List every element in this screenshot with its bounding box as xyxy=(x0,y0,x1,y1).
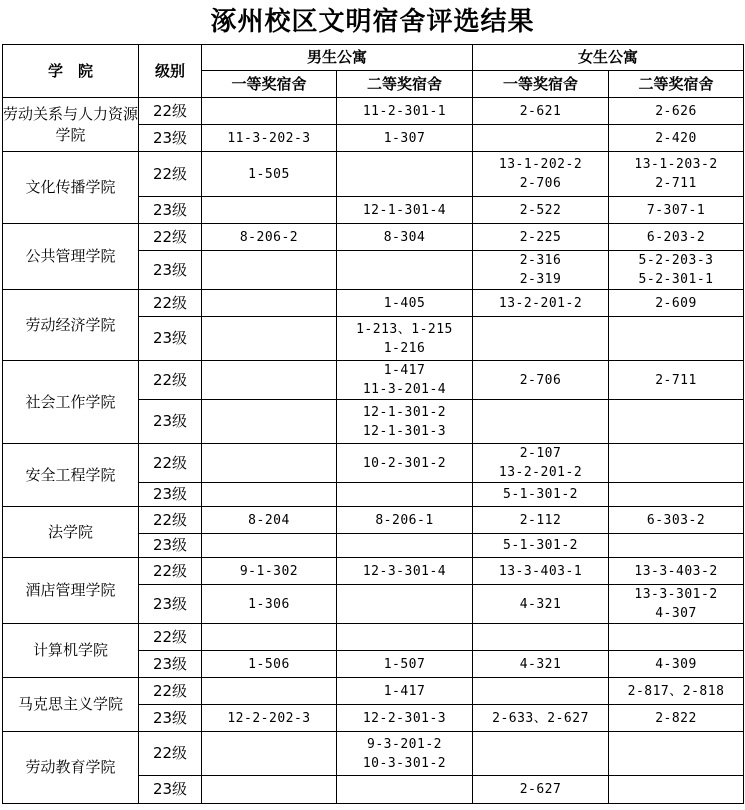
grade-cell: 22级 xyxy=(139,224,202,251)
male-first-prize-cell xyxy=(202,534,337,558)
male-second-prize-cell xyxy=(337,361,473,400)
dorm-number: 2-316 xyxy=(519,253,562,268)
page-title: 涿州校区文明宿舍评选结果 xyxy=(210,7,535,37)
college-name: 酒店管理学院 xyxy=(3,558,139,624)
female-second-prize-cell xyxy=(609,776,744,804)
male-second-prize-cell xyxy=(337,776,473,804)
dorm-number: 1-417 xyxy=(383,683,426,699)
female-first-prize-cell xyxy=(473,290,609,317)
female-first-prize-cell xyxy=(473,361,609,400)
college-name: 劳动教育学院 xyxy=(3,732,139,804)
female-second-prize-cell xyxy=(609,651,744,678)
dorm-number: 2-711 xyxy=(655,176,697,191)
dorm-number: 12-1-301-4 xyxy=(362,202,447,218)
college-name: 法学院 xyxy=(3,507,139,558)
male-second-prize-cell xyxy=(337,98,473,125)
dorm-number: 4-321 xyxy=(519,596,562,612)
dorm-number: 1-307 xyxy=(383,130,426,146)
male-first-prize-cell xyxy=(202,732,337,776)
dorm-number: 5-1-301-2 xyxy=(503,538,578,553)
college-name: 马克思主义学院 xyxy=(3,678,139,732)
dorm-number: 2-420 xyxy=(655,130,697,146)
dorm-number: 13-3-403-2 xyxy=(634,563,718,579)
female-second-prize-cell xyxy=(609,444,744,483)
male-second-prize-cell xyxy=(337,317,473,361)
female-second-prize-cell xyxy=(609,483,744,507)
dorm-number: 5-2-301-1 xyxy=(638,272,714,287)
grade-cell: 22级 xyxy=(139,678,202,705)
male-second-prize-cell xyxy=(337,197,473,224)
grade-cell: 22级 xyxy=(139,98,202,125)
dorm-number: 7-307-1 xyxy=(646,202,706,218)
female-second-prize-cell xyxy=(609,98,744,125)
dorm-number: 12-2-301-3 xyxy=(362,710,447,726)
dorm-number: 13-2-201-2 xyxy=(498,295,583,311)
grade-cell: 23级 xyxy=(139,400,202,444)
female-first-prize-cell xyxy=(473,483,609,507)
dorm-number: 2-626 xyxy=(655,103,697,119)
dorm-number: 8-206-2 xyxy=(239,229,299,245)
male-first-prize-cell xyxy=(202,361,337,400)
female-second-prize-cell xyxy=(609,251,744,290)
table-row xyxy=(3,624,744,651)
male-first-prize-cell xyxy=(202,507,337,534)
dorm-number: 8-204 xyxy=(248,512,290,528)
dorm-number: 12-2-202-3 xyxy=(227,710,311,726)
dorm-number: 2-107 xyxy=(519,446,562,461)
female-second-prize-cell xyxy=(609,705,744,732)
college-name: 计算机学院 xyxy=(3,624,139,678)
female-first-prize-cell xyxy=(473,224,609,251)
college-name: 劳动关系与人力资源学院 xyxy=(3,98,139,152)
college-name: 安全工程学院 xyxy=(3,444,139,507)
college-name: 劳动经济学院 xyxy=(3,290,139,361)
female-second-prize-cell xyxy=(609,125,744,152)
female-first-prize-cell xyxy=(473,152,609,197)
table-row xyxy=(3,98,744,125)
dorm-number: 2-817、2-818 xyxy=(627,683,725,699)
male-second-prize-cell xyxy=(337,624,473,651)
results-body xyxy=(3,98,744,804)
female-second-prize-cell xyxy=(609,224,744,251)
male-second-prize-header: 二等奖宿舍 xyxy=(337,71,473,98)
male-first-prize-cell xyxy=(202,197,337,224)
dorm-number: 2-112 xyxy=(519,512,562,528)
college-name: 公共管理学院 xyxy=(3,224,139,290)
male-first-prize-cell xyxy=(202,705,337,732)
dorm-number: 5-2-203-3 xyxy=(638,253,714,268)
dorm-number: 2-627 xyxy=(519,782,562,797)
grade-cell: 22级 xyxy=(139,290,202,317)
dorm-number: 5-1-301-2 xyxy=(503,487,578,502)
male-first-prize-cell xyxy=(202,400,337,444)
male-second-prize-cell xyxy=(337,483,473,507)
grade-cell: 23级 xyxy=(139,197,202,224)
grade-cell: 23级 xyxy=(139,585,202,624)
male-second-prize-cell xyxy=(337,507,473,534)
grade-cell: 22级 xyxy=(139,558,202,585)
female-second-prize-cell xyxy=(609,317,744,361)
dorm-number: 11-2-301-1 xyxy=(362,103,447,119)
dorm-number: 2-706 xyxy=(519,372,562,388)
dorm-number: 1-507 xyxy=(383,656,426,672)
female-second-prize-cell xyxy=(609,152,744,197)
dorm-number: 10-2-301-2 xyxy=(362,455,447,471)
female-second-prize-cell xyxy=(609,507,744,534)
dorm-number: 2-609 xyxy=(655,295,697,311)
table-row xyxy=(3,152,744,197)
female-first-prize-cell xyxy=(473,197,609,224)
female-second-prize-cell xyxy=(609,197,744,224)
dorm-number: 8-206-1 xyxy=(375,512,434,528)
male-first-prize-cell xyxy=(202,444,337,483)
dorm-number: 10-3-301-2 xyxy=(362,755,447,771)
male-second-prize-cell xyxy=(337,732,473,776)
male-second-prize-cell xyxy=(337,678,473,705)
dorm-number: 12-3-301-4 xyxy=(362,563,447,579)
table-row xyxy=(3,732,744,776)
dorm-number: 1-505 xyxy=(248,166,290,182)
dorm-number: 2-522 xyxy=(519,202,562,218)
male-first-prize-cell xyxy=(202,224,337,251)
dorm-number: 1-216 xyxy=(383,340,426,356)
female-first-prize-cell xyxy=(473,317,609,361)
female-second-prize-cell xyxy=(609,361,744,400)
dorm-number: 13-2-201-2 xyxy=(498,465,583,480)
grade-cell: 22级 xyxy=(139,361,202,400)
female-first-prize-cell xyxy=(473,507,609,534)
dorm-number: 2-706 xyxy=(519,176,562,191)
results-table xyxy=(2,44,744,804)
female-first-prize-cell xyxy=(473,585,609,624)
female-first-prize-cell xyxy=(473,534,609,558)
male-first-prize-cell xyxy=(202,558,337,585)
grade-cell: 22级 xyxy=(139,624,202,651)
dorm-number: 9-1-302 xyxy=(239,563,299,579)
table-row xyxy=(3,678,744,705)
female-second-prize-cell xyxy=(609,678,744,705)
female-first-prize-cell xyxy=(473,125,609,152)
dorm-number: 4-321 xyxy=(519,656,562,672)
dorm-number: 9-3-201-2 xyxy=(367,736,442,752)
grade-header: 级别 xyxy=(139,45,202,98)
table-row xyxy=(3,507,744,534)
grade-cell: 23级 xyxy=(139,534,202,558)
female-second-prize-cell xyxy=(609,534,744,558)
male-first-prize-cell xyxy=(202,483,337,507)
table-row xyxy=(3,361,744,400)
male-first-prize-cell xyxy=(202,624,337,651)
dorm-number: 1-506 xyxy=(248,656,290,672)
female-first-prize-cell xyxy=(473,732,609,776)
female-first-prize-cell xyxy=(473,444,609,483)
female-second-prize-header: 二等奖宿舍 xyxy=(609,71,744,98)
male-first-prize-cell xyxy=(202,125,337,152)
dorm-number: 13-1-203-2 xyxy=(634,157,718,172)
dorm-number: 2-319 xyxy=(519,272,562,287)
male-first-prize-cell xyxy=(202,290,337,317)
male-first-prize-cell xyxy=(202,251,337,290)
dorm-number: 2-822 xyxy=(655,710,697,726)
female-first-prize-header: 一等奖宿舍 xyxy=(473,71,609,98)
female-second-prize-cell xyxy=(609,585,744,624)
college-name: 文化传播学院 xyxy=(3,152,139,224)
male-second-prize-cell xyxy=(337,444,473,483)
table-row xyxy=(3,558,744,585)
dorm-number: 2-621 xyxy=(519,103,562,119)
male-second-prize-cell xyxy=(337,705,473,732)
dorm-number: 1-405 xyxy=(383,295,426,311)
grade-cell: 22级 xyxy=(139,732,202,776)
table-row xyxy=(3,444,744,483)
male-second-prize-cell xyxy=(337,290,473,317)
dorm-number: 2-225 xyxy=(519,229,562,245)
female-first-prize-cell xyxy=(473,624,609,651)
male-second-prize-cell xyxy=(337,125,473,152)
male-first-prize-cell xyxy=(202,678,337,705)
table-row xyxy=(3,290,744,317)
female-second-prize-cell xyxy=(609,290,744,317)
female-second-prize-cell xyxy=(609,558,744,585)
college-name: 社会工作学院 xyxy=(3,361,139,444)
table-row xyxy=(3,224,744,251)
male-first-prize-cell xyxy=(202,651,337,678)
female-second-prize-cell xyxy=(609,732,744,776)
male-second-prize-cell xyxy=(337,152,473,197)
grade-cell: 22级 xyxy=(139,152,202,197)
female-second-prize-cell xyxy=(609,624,744,651)
dorm-number: 6-303-2 xyxy=(646,512,706,528)
dorm-number: 1-213、1-215 xyxy=(356,321,453,337)
dorm-number: 8-304 xyxy=(383,229,426,245)
grade-cell: 23级 xyxy=(139,776,202,804)
male-first-prize-header: 一等奖宿舍 xyxy=(202,71,337,98)
dorm-number: 2-711 xyxy=(655,372,697,388)
grade-cell: 23级 xyxy=(139,483,202,507)
female-first-prize-cell xyxy=(473,678,609,705)
grade-cell: 23级 xyxy=(139,251,202,290)
dorm-number: 11-3-201-4 xyxy=(362,382,447,397)
male-second-prize-cell xyxy=(337,585,473,624)
college-header: 学 院 xyxy=(3,45,139,98)
grade-cell: 23级 xyxy=(139,705,202,732)
grade-cell: 22级 xyxy=(139,507,202,534)
male-dorm-header: 男生公寓 xyxy=(202,45,473,71)
female-dorm-header: 女生公寓 xyxy=(473,45,744,71)
grade-cell: 23级 xyxy=(139,317,202,361)
dorm-number: 1-417 xyxy=(383,363,426,378)
male-second-prize-cell xyxy=(337,558,473,585)
female-first-prize-cell xyxy=(473,251,609,290)
dorm-number: 12-1-301-3 xyxy=(362,423,447,439)
dorm-number: 13-3-301-2 xyxy=(634,587,718,602)
male-second-prize-cell xyxy=(337,251,473,290)
dorm-number: 11-3-202-3 xyxy=(227,130,311,146)
dorm-number: 12-1-301-2 xyxy=(362,404,447,420)
male-first-prize-cell xyxy=(202,98,337,125)
female-first-prize-cell xyxy=(473,705,609,732)
male-first-prize-cell xyxy=(202,585,337,624)
male-first-prize-cell xyxy=(202,152,337,197)
female-first-prize-cell xyxy=(473,98,609,125)
grade-cell: 23级 xyxy=(139,651,202,678)
female-second-prize-cell xyxy=(609,400,744,444)
dorm-number: 6-203-2 xyxy=(646,229,706,245)
dorm-number: 13-1-202-2 xyxy=(498,157,583,172)
dorm-number: 4-307 xyxy=(655,606,697,621)
dorm-number: 4-309 xyxy=(655,656,697,672)
female-first-prize-cell xyxy=(473,558,609,585)
male-second-prize-cell xyxy=(337,534,473,558)
grade-cell: 22级 xyxy=(139,444,202,483)
female-first-prize-cell xyxy=(473,400,609,444)
dorm-number: 13-3-403-1 xyxy=(498,563,583,579)
male-first-prize-cell xyxy=(202,776,337,804)
dorm-number: 1-306 xyxy=(248,596,290,612)
male-second-prize-cell xyxy=(337,651,473,678)
dorm-number: 2-633、2-627 xyxy=(492,710,589,726)
female-first-prize-cell xyxy=(473,776,609,804)
male-second-prize-cell xyxy=(337,224,473,251)
male-second-prize-cell xyxy=(337,400,473,444)
grade-cell: 23级 xyxy=(139,125,202,152)
male-first-prize-cell xyxy=(202,317,337,361)
female-first-prize-cell xyxy=(473,651,609,678)
